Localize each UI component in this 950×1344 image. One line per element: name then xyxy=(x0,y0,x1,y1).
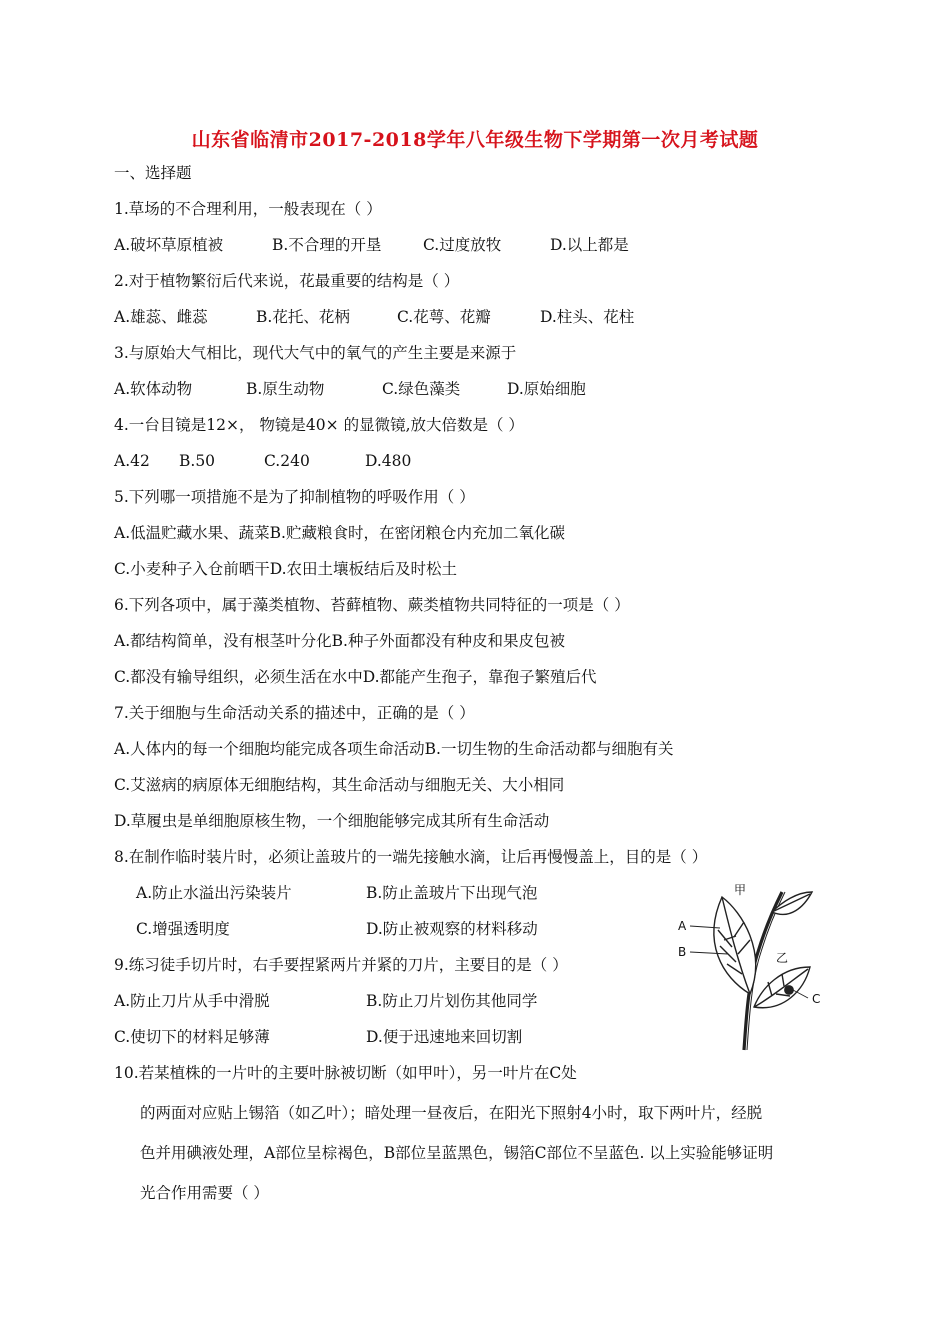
question-4-option-b: B.50 xyxy=(179,452,216,470)
question-2-option-d: D.柱头、花柱 xyxy=(540,308,635,326)
question-3-option-c: C.绿色藻类 xyxy=(382,380,461,398)
question-9-option-d: D.便于迅速地来回切割 xyxy=(366,1028,523,1046)
question-4-option-a: A.42 xyxy=(114,452,150,470)
question-8-option-b: B.防止盖玻片下出现气泡 xyxy=(366,884,538,902)
question-6-options-cd: C.都没有输导组织，必须生活在水中D.都能产生孢子，靠孢子繁殖后代 xyxy=(114,668,597,686)
question-2-stem: 2.对于植物繁衍后代来说，花最重要的结构是（ ） xyxy=(114,272,460,290)
question-3-stem: 3.与原始大气相比，现代大气中的氧气的产生主要是来源于 xyxy=(114,344,517,362)
question-9-option-b: B.防止刀片划伤其他同学 xyxy=(366,992,538,1010)
plant-leaf-figure xyxy=(672,882,832,1052)
label-b: B xyxy=(678,945,687,959)
question-7-stem: 7.关于细胞与生命活动关系的描述中，正确的是（ ） xyxy=(114,704,475,722)
question-10-line-4: 光合作用需要（ ） xyxy=(140,1184,269,1202)
question-8-option-c: C.增强透明度 xyxy=(136,920,230,938)
section-heading: 一、选择题 xyxy=(114,164,192,182)
question-8-stem: 8.在制作临时装片时，必须让盖玻片的一端先接触水滴，让后再慢慢盖上，目的是（ ） xyxy=(114,848,708,866)
question-10-line-3: 色并用碘液处理，A部位呈棕褐色，B部位呈蓝黑色，锡箔C部位不呈蓝色. 以上实验能够证明 xyxy=(140,1144,774,1162)
question-8-option-d: D.防止被观察的材料移动 xyxy=(366,920,538,938)
label-yi: 乙 xyxy=(776,951,789,965)
question-5-options-cd: C.小麦种子入仓前晒干D.农田土壤板结后及时松土 xyxy=(114,560,458,578)
question-9-option-c: C.使切下的材料足够薄 xyxy=(114,1028,270,1046)
question-8-option-a: A.防止水溢出污染装片 xyxy=(136,884,292,902)
question-4-stem: 4.一台目镜是12×， 物镜是40× 的显微镜,放大倍数是（ ） xyxy=(114,416,524,434)
question-6-stem: 6.下列各项中，属于藻类植物、苔藓植物、蕨类植物共同特征的一项是（ ） xyxy=(114,596,630,614)
label-a: A xyxy=(678,919,687,933)
label-c: C xyxy=(812,992,821,1006)
question-3-option-b: B.原生动物 xyxy=(246,380,325,398)
question-10-line-2: 的两面对应贴上锡箔（如乙叶）；暗处理一昼夜后，在阳光下照射4小时，取下两叶片，经脱 xyxy=(140,1104,763,1122)
question-1-option-a: A.破坏草原植被 xyxy=(114,236,224,254)
question-9-stem: 9.练习徒手切片时，右手要捏紧两片并紧的刀片，主要目的是（ ） xyxy=(114,956,568,974)
question-10-line-1: 10.若某植株的一片叶的主要叶脉被切断（如甲叶），另一叶片在C处 xyxy=(114,1064,577,1082)
question-1-option-b: B.不合理的开垦 xyxy=(272,236,382,254)
label-jia: 甲 xyxy=(734,883,747,897)
question-2-option-a: A.雄蕊、雌蕊 xyxy=(114,308,208,326)
question-1-stem: 1.草场的不合理利用，一般表现在（ ） xyxy=(114,200,382,218)
question-7-options-ab: A.人体内的每一个细胞均能完成各项生命活动B.一切生物的生命活动都与细胞有关 xyxy=(114,740,674,758)
question-5-options-ab: A.低温贮藏水果、蔬菜B.贮藏粮食时，在密闭粮仓内充加二氧化碳 xyxy=(114,524,565,542)
question-7-option-c: C.艾滋病的病原体无细胞结构，其生命活动与细胞无关、大小相同 xyxy=(114,776,565,794)
page-title: 山东省临清市2017-2018学年八年级生物下学期第一次月考试题 xyxy=(191,129,759,151)
tinfoil-spot-c xyxy=(785,986,793,994)
question-9-option-a: A.防止刀片从手中滑脱 xyxy=(114,992,270,1010)
question-2-option-c: C.花萼、花瓣 xyxy=(397,308,491,326)
question-5-stem: 5.下列哪一项措施不是为了抑制植物的呼吸作用（ ） xyxy=(114,488,475,506)
question-2-option-b: B.花托、花柄 xyxy=(256,308,350,326)
question-3-option-d: D.原始细胞 xyxy=(507,380,586,398)
question-1-option-d: D.以上都是 xyxy=(550,236,629,254)
question-4-option-d: D.480 xyxy=(365,452,412,470)
question-4-option-c: C.240 xyxy=(264,452,310,470)
question-1-option-c: C.过度放牧 xyxy=(423,236,502,254)
question-6-options-ab: A.都结构简单，没有根茎叶分化B.种子外面都没有种皮和果皮包被 xyxy=(114,632,565,650)
question-3-option-a: A.软体动物 xyxy=(114,380,193,398)
question-7-option-d: D.草履虫是单细胞原核生物，一个细胞能够完成其所有生命活动 xyxy=(114,812,550,830)
